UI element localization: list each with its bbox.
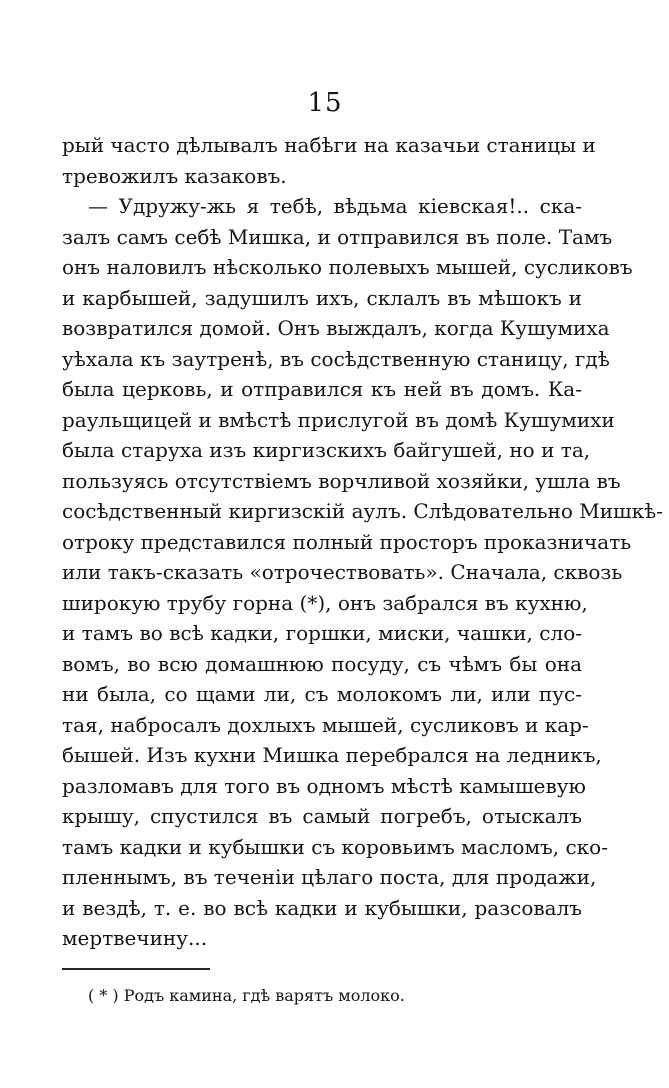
text-line: уѣхала къ заутренѣ, въ сосѣдственную станицу, гдѣ bbox=[62, 346, 610, 371]
text-line: пленнымъ, въ теченіи цѣлаго поста, для продажи, bbox=[62, 865, 597, 889]
text-line: разломавъ для того въ одномъ мѣстѣ камышевую bbox=[62, 773, 586, 798]
text-line: бышей. Изъ кухни Мишка перебрался на ледникъ, bbox=[62, 743, 602, 767]
text-line: широкую трубу горна (*), онъ забрался въ кухню, bbox=[62, 590, 588, 615]
text-line: и карбышей, задушилъ ихъ, склалъ въ мѣшокъ и bbox=[62, 285, 582, 310]
text-line: пользуясь отсутствіемъ ворчливой хозяйки, ушла въ bbox=[62, 468, 621, 493]
text-line: тамъ кадки и кубышки съ коровьимъ масломъ, ско- bbox=[62, 834, 608, 859]
text-line: мертвечину... bbox=[62, 926, 208, 950]
text-line: залъ самъ себѣ Мишка, и отправился въ поле. Тамъ bbox=[62, 224, 613, 249]
text-line: и тамъ во всѣ кадки, горшки, миски, чашки, сло- bbox=[62, 621, 582, 645]
text-line: крышу, спустился въ самый погребъ, отыскалъ bbox=[62, 804, 582, 828]
text-line: и вездѣ, т. е. во всѣ кадки и кубышки, разсовалъ bbox=[62, 895, 582, 920]
text-line: была старуха изъ киргизскихъ байгушей, но и та, bbox=[62, 438, 591, 462]
text-line: или такъ-сказать «отрочествовать». Сначала, сквозь bbox=[62, 560, 623, 584]
text-line: возвратился домой. Онъ выждалъ, когда Кушумиха bbox=[62, 316, 610, 340]
text-line: — Удружу-жь я тебѣ, вѣдьма кіевская!.. ска- bbox=[88, 194, 582, 218]
text-line: тревожилъ казаковъ. bbox=[62, 163, 287, 188]
text-line: рый часто дѣлывалъ набѣги на казачьи станицы и bbox=[62, 133, 596, 157]
text-line: отроку представился полный просторъ проказничать bbox=[62, 529, 632, 554]
text-line: онъ наловилъ нѣсколько полевыхъ мышей, сусликовъ bbox=[62, 255, 633, 279]
text-line: тая, набросалъ дохлыхъ мышей, сусликовъ и кар- bbox=[62, 712, 589, 737]
text-line: была церковь, и отправился къ ней въ домъ. Ка- bbox=[62, 377, 582, 401]
footnote-divider bbox=[62, 968, 210, 970]
footnote: ( * ) Родъ камина, гдѣ варятъ молоко. bbox=[88, 986, 405, 1005]
body-text bbox=[62, 130, 663, 954]
text-line: раульщицей и вмѣстѣ прислугой въ домѣ Кушумихи bbox=[62, 407, 615, 432]
text-line: сосѣдственный киргизскій аулъ. Слѣдовательно Мишкѣ- bbox=[62, 499, 663, 523]
page-number: 15 bbox=[307, 88, 343, 118]
text-line: вомъ, во всю домашнюю посуду, съ чѣмъ бы она bbox=[62, 651, 582, 676]
text-line: ни была, со щами ли, съ молокомъ ли, или пус- bbox=[62, 682, 582, 706]
